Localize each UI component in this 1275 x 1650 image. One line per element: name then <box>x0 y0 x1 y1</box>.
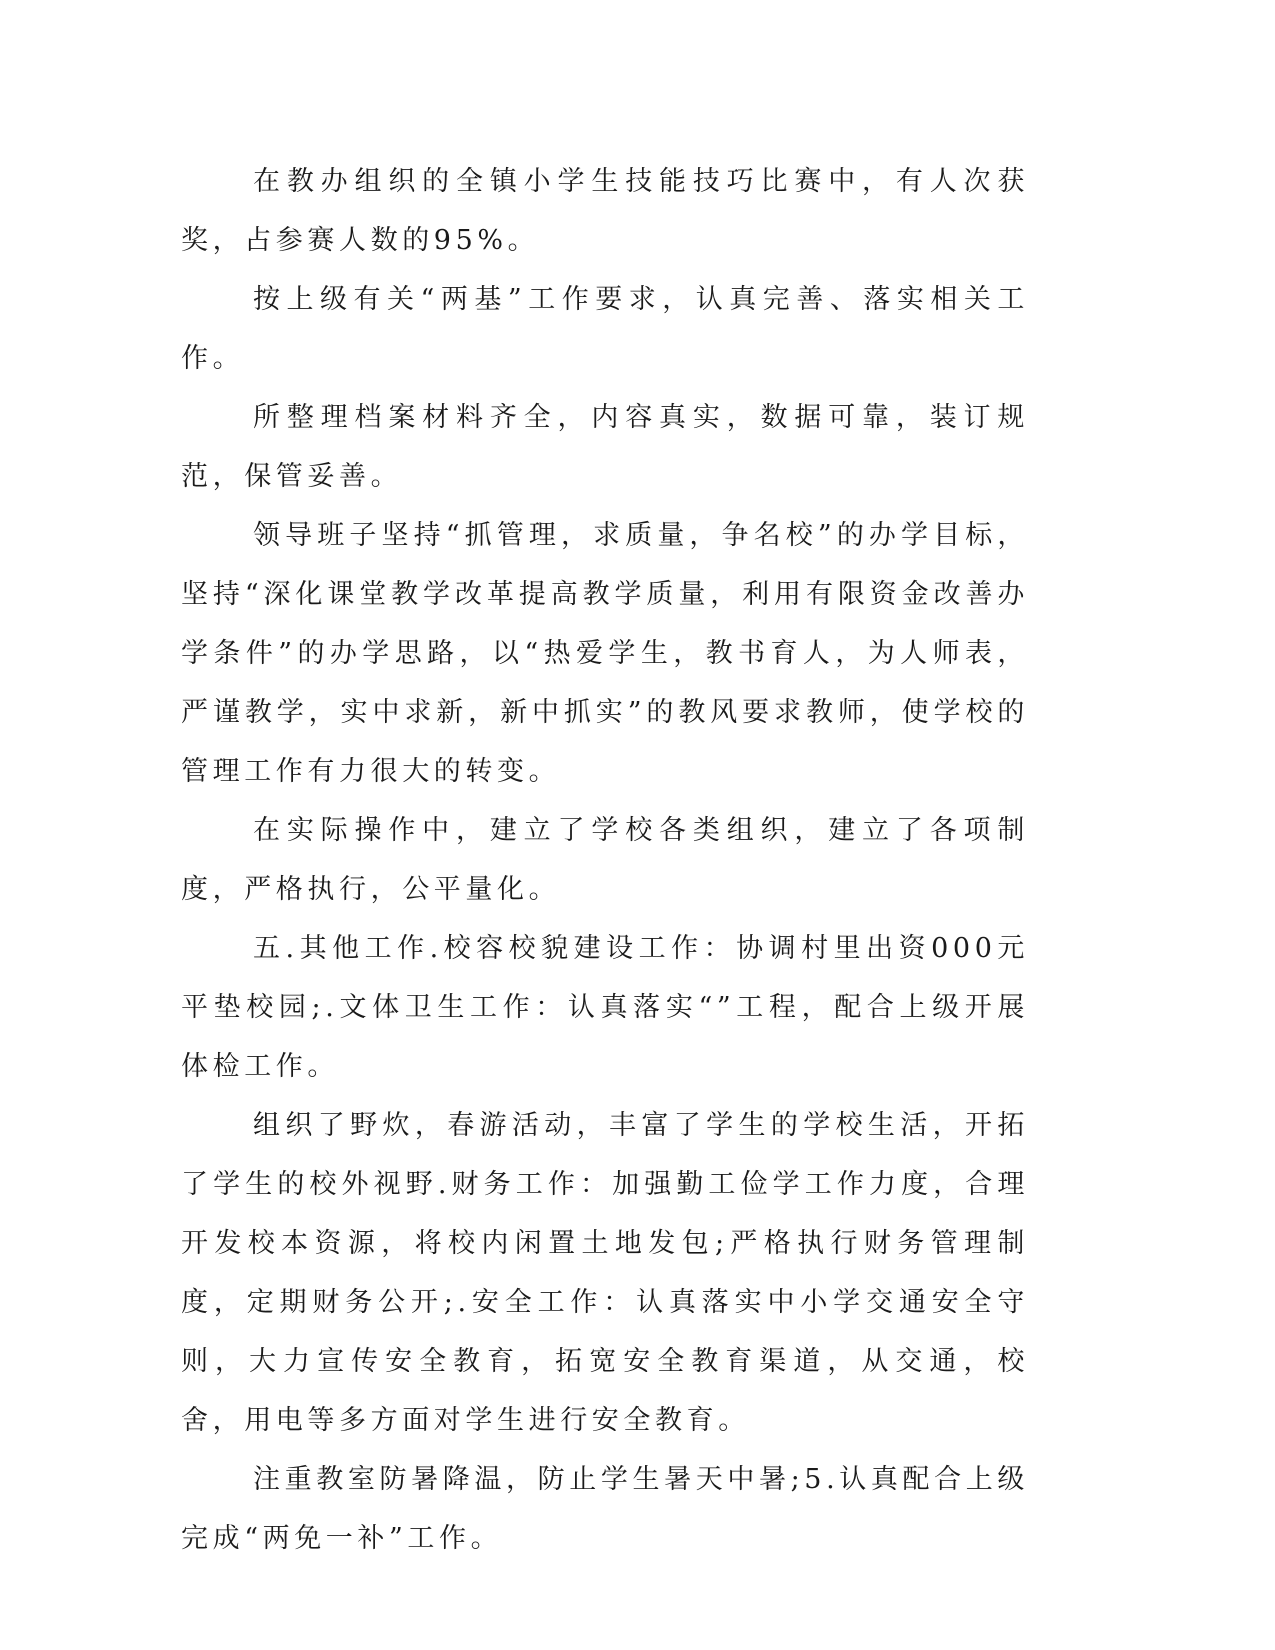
paragraph-leadership: 领导班子坚持“抓管理，求质量，争名校”的办学目标，坚持“深化课堂教学改革提高教学质量，利用有限资金改善办学条件”的办学思路，以“热爱学生，教书育人，为人师表，严谨教学，实中求新，新中抓实”的教风要求教师，使学校的管理工作有力很大的转变。 <box>181 520 1029 787</box>
paragraph-activities-finance-safety: 组织了野炊，春游活动，丰富了学生的学校生活，开拓了学生的校外视野.财务工作：加强勤工俭学工作力度，合理开发校本资源，将校内闲置土地发包;严格执行财务管理制度，定期财务公开;.安全工作：认真落实中小学交通安全守则，大力宣传安全教育，拓宽安全教育渠道，从交通，校舍，用电等多方面对学生进行安全教育。 <box>181 1110 1029 1436</box>
paragraph-two-basics: 按上级有关“两基”工作要求，认真完善、落实相关工作。 <box>181 284 1029 374</box>
paragraph-other-work: 五.其他工作.校容校貌建设工作：协调村里出资000元平垫校园;.文体卫生工作：认真落实“”工程，配合上级开展体检工作。 <box>181 933 1029 1082</box>
paragraph-archives: 所整理档案材料齐全，内容真实，数据可靠，装订规范，保管妥善。 <box>181 402 1029 492</box>
paragraph-organization: 在实际操作中，建立了学校各类组织，建立了各项制度，严格执行，公平量化。 <box>181 815 1029 905</box>
paragraph-competition-awards: 在教办组织的全镇小学生技能技巧比赛中，有人次获奖，占参赛人数的95%。 <box>181 166 1029 256</box>
paragraph-heat-prevention: 注重教室防暑降温，防止学生暑天中暑;5.认真配合上级完成“两免一补”工作。 <box>181 1464 1029 1554</box>
document-body <box>181 152 1029 1568</box>
